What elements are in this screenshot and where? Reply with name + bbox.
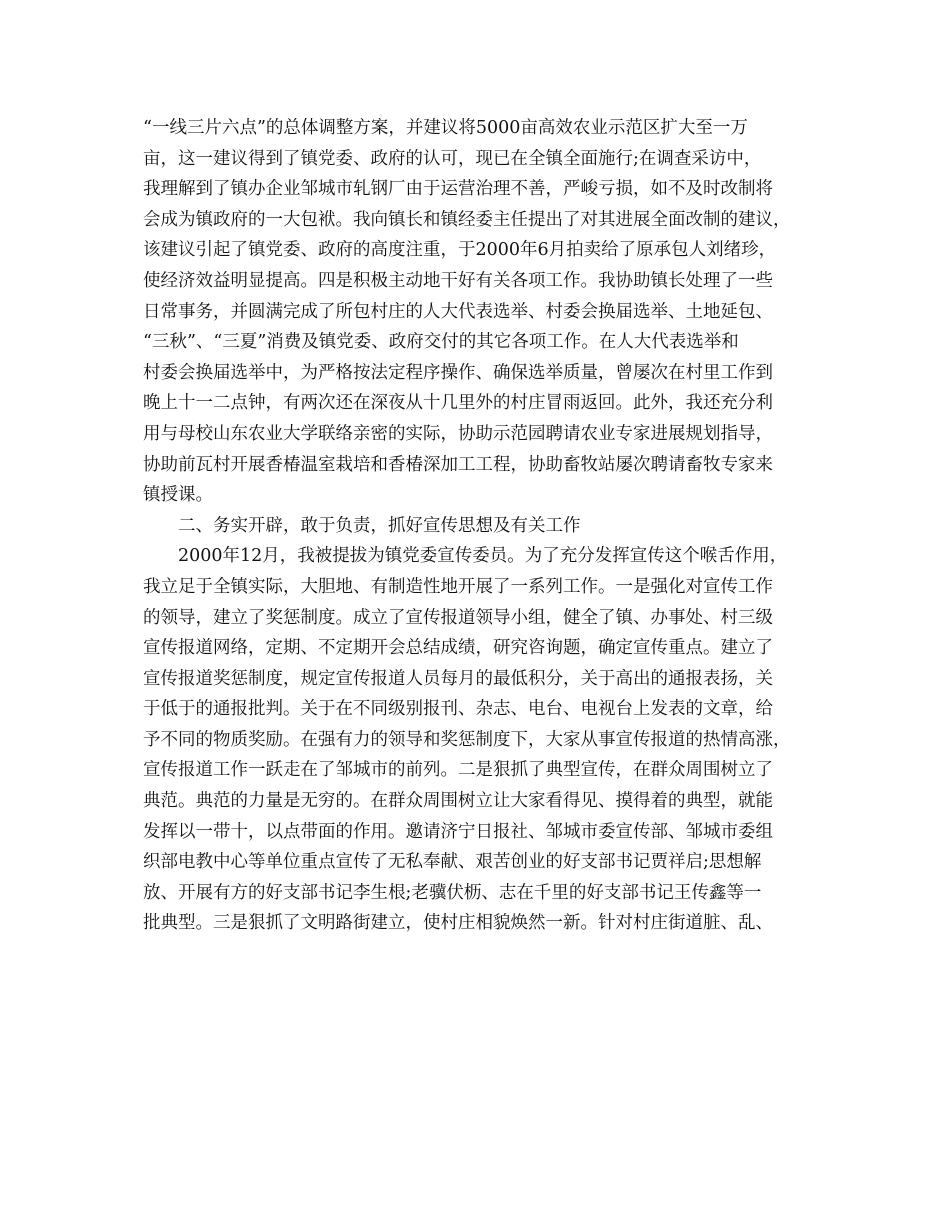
paragraph-first-line: 2000年12月，我被提拔为镇党委宣传委员。为了充分发挥宣传这个喉舌作用， [178,546,788,567]
text-line: 日常事务，并圆满完成了所包村庄的人大代表选举、村委会换届选举、土地延包、 [143,301,773,322]
text-line: 发挥以一带十，以点带面的作用。邀请济宁日报社、邹城市委宣传部、邹城市委组 [143,821,773,842]
text-line: 批典型。三是狠抓了文明路街建立，使村庄相貌焕然一新。针对村庄街道脏、乱、 [143,913,773,934]
text-line: 会成为镇政府的一大包袱。我向镇长和镇经委主任提出了对其进展全面改制的建议， [143,209,791,230]
text-line: 宣传报道奖惩制度，规定宣传报道人员每月的最低积分，关于高出的通报表扬，关 [143,668,773,689]
body-text [143,113,808,939]
text-line: 我理解到了镇办企业邹城市轧钢厂由于运营治理不善，严峻亏损，如不及时改制将 [143,179,773,200]
text-line: 村委会换届选举中，为严格按法定程序操作、确保选举质量，曾屡次在村里工作到 [143,362,773,383]
text-line: 我立足于全镇实际，大胆地、有制造性地开展了一系列工作。一是强化对宣传工作 [143,576,773,597]
text-line: 放、开展有方的好支部书记李生根;老骥伏枥、志在千里的好支部书记王传鑫等一 [143,882,762,903]
paragraph-first-line: 二、务实开辟，敢于负责，抓好宣传思想及有关工作 [178,515,581,536]
text-line: 于低于的通报批判。关于在不同级别报刊、杂志、电台、电视台上发表的文章，给 [143,699,773,720]
text-line: “三秋”、“三夏”消费及镇党委、政府交付的其它各项工作。在人大代表选举和 [143,332,739,353]
text-line: 亩，这一建议得到了镇党委、政府的认可，现已在全镇全面施行;在调查采访中， [143,148,762,169]
text-line: 的领导，建立了奖惩制度。成立了宣传报道领导小组，健全了镇、办事处、村三级 [143,607,773,628]
text-line: 宣传报道工作一跃走在了邹城市的前列。二是狠抓了典型宣传，在群众周围树立了 [143,760,773,781]
text-line: 镇授课。 [143,485,213,506]
text-line: 使经济效益明显提高。四是积极主动地干好有关各项工作。我协助镇长处理了一些 [143,270,773,291]
text-line: 晚上十一二点钟，有两次还在深夜从十几里外的村庄冒雨返回。此外，我还充分利 [143,393,773,414]
text-line: “一线三片六点”的总体调整方案，并建议将5000亩高效农业示范区扩大至一万 [143,118,748,138]
text-line: 织部电教中心等单位重点宣传了无私奉献、艰苦创业的好支部书记贾祥启;思想解 [143,852,762,873]
text-line: 用与母校山东农业大学联络亲密的实际，协助示范园聘请农业专家进展规划指导， [143,423,773,444]
text-line: 协助前瓦村开展香椿温室栽培和香椿深加工工程，协助畜牧站屡次聘请畜牧专家来 [143,454,773,475]
text-line: 该建议引起了镇党委、政府的高度注重，于2000年6月拍卖给了原承包人刘绪珍， [143,240,777,261]
text-line: 典范。典范的力量是无穷的。在群众周围树立让大家看得见、摸得着的典型，就能 [143,791,773,812]
text-line: 予不同的物质奖励。在强有力的领导和奖惩制度下，大家从事宣传报道的热情高涨， [143,729,791,750]
text-line: 宣传报道网络，定期、不定期开会总结成绩，研究咨询题，确定宣传重点。建立了 [143,638,773,659]
